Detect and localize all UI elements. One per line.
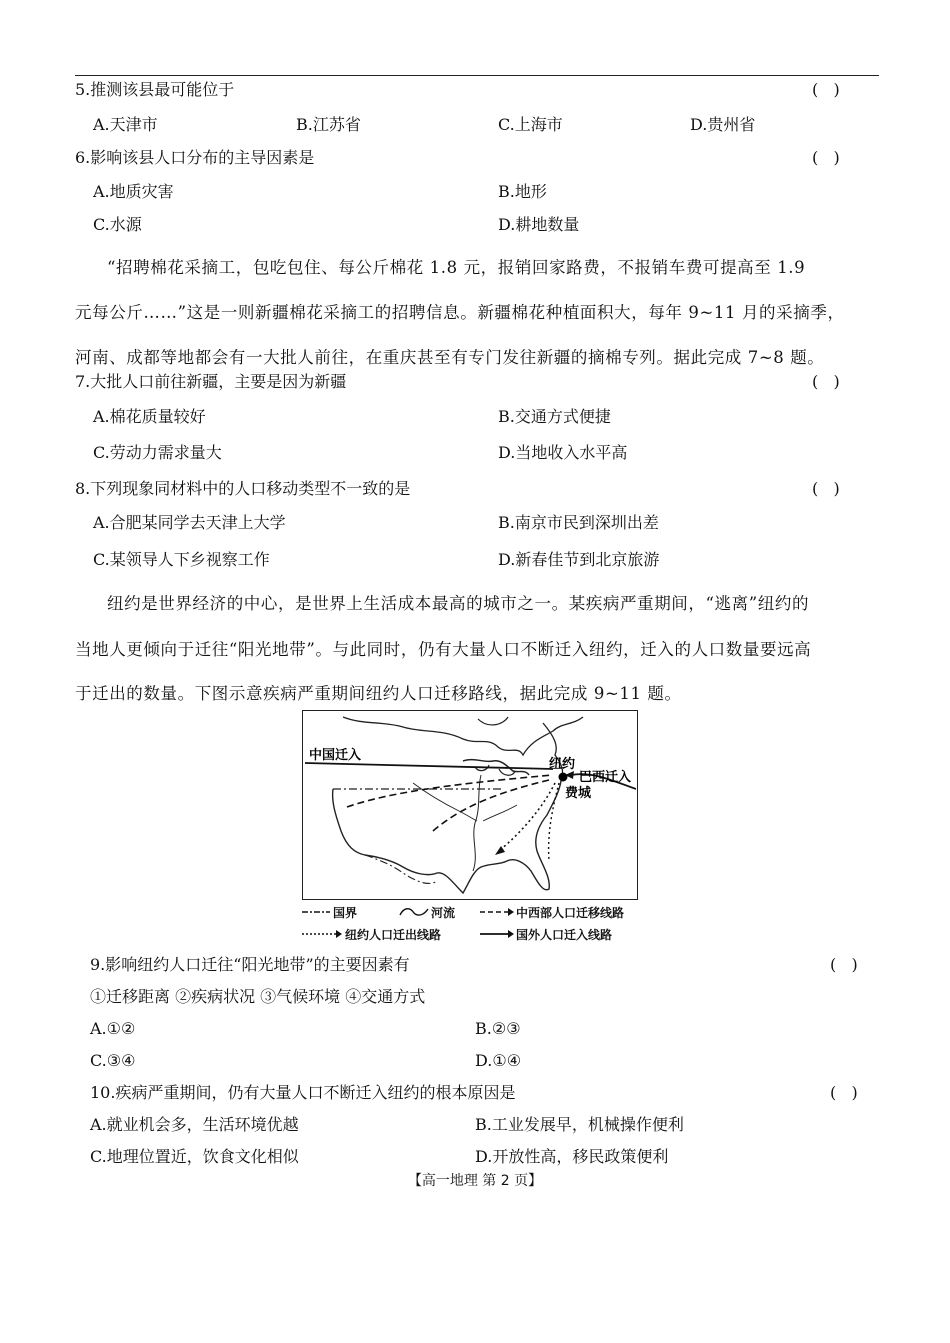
q6-option-a: A.地质灾害 <box>93 182 174 201</box>
label-brazil-inflow: 巴西迁入 <box>579 770 632 785</box>
q8-option-a: A.合肥某同学去天津上大学 <box>93 513 286 532</box>
q9-option-d: D.①④ <box>475 1051 522 1070</box>
q10-stem: 10.疾病严重期间，仍有大量人口不断迁入纽约的根本原因是 <box>90 1083 516 1102</box>
q7-answer-bracket: ( ) <box>812 372 840 391</box>
q6-option-d: D.耕地数量 <box>498 215 580 234</box>
q8-option-d: D.新春佳节到北京旅游 <box>498 550 660 569</box>
passage1-line2: 元每公斤……”这是一则新疆棉花采摘工的招聘信息。新疆棉花种植面积大，每年 9~11 月的采摘季， <box>75 303 845 322</box>
q10-answer-bracket: ( ) <box>830 1083 858 1102</box>
new-york-marker <box>559 773 568 782</box>
q5-option-d: D.贵州省 <box>690 115 756 134</box>
q9-option-c: C.③④ <box>90 1051 136 1070</box>
hudson-bay <box>478 717 508 725</box>
q7-stem: 7.大批人口前往新疆，主要是因为新疆 <box>75 372 347 391</box>
q9-option-b: B.②③ <box>475 1019 521 1038</box>
header-rule <box>75 75 879 76</box>
legend-river-symbol <box>400 909 428 915</box>
q8-stem: 8.下列现象同材料中的人口移动类型不一致的是 <box>75 479 411 498</box>
passage2-line1: 纽约是世界经济的中心，是世界上生活成本最高的城市之一。某疾病严重期间，“逃离”纽约的 <box>107 594 810 613</box>
q8-answer-bracket: ( ) <box>812 479 840 498</box>
migration-map <box>302 710 638 900</box>
q7-option-c: C.劳动力需求量大 <box>93 443 222 462</box>
ohio-river <box>483 805 517 821</box>
q5-answer-bracket: ( ) <box>812 80 840 99</box>
label-philadelphia: 费城 <box>565 786 592 801</box>
china-inflow-line <box>305 763 553 769</box>
q10-option-b: B.工业发展早，机械操作便利 <box>475 1115 684 1134</box>
q9-option-a: A.①② <box>90 1019 136 1038</box>
national-border-south <box>365 855 437 883</box>
q5-option-a: A.天津市 <box>93 115 158 134</box>
q7-option-a: A.棉花质量较好 <box>93 407 206 426</box>
passage1-line1: “招聘棉花采摘工，包吃包住、每公斤棉花 1.8 元，报销回家路费，不报销车费可提高至 1.9 <box>107 258 806 277</box>
q9-answer-bracket: ( ) <box>830 955 858 974</box>
legend-central-west-label: 中西部人口迁移线路 <box>516 906 625 920</box>
q7-option-d: D.当地收入水平高 <box>498 443 628 462</box>
central-west-route-2 <box>433 779 553 831</box>
legend-ny-out-label: 纽约人口迁出线路 <box>345 928 442 942</box>
map-drawing <box>303 711 637 899</box>
q6-stem: 6.影响该县人口分布的主导因素是 <box>75 148 315 167</box>
legend-foreign-in-label: 国外人口迁入线路 <box>516 928 613 942</box>
label-new-york: 纽约 <box>549 757 576 772</box>
q5-option-c: C.上海市 <box>498 115 563 134</box>
ny-outflow-route <box>499 783 555 851</box>
q7-option-b: B.交通方式便捷 <box>498 407 611 426</box>
q8-option-c: C.某领导人下乡视察工作 <box>93 550 270 569</box>
q6-answer-bracket: ( ) <box>812 148 840 167</box>
page-footer: 【高一地理 第 2 页】 <box>407 1173 543 1189</box>
northern-coastline <box>343 717 583 755</box>
legend-river-label: 河流 <box>431 906 456 920</box>
q10-option-c: C.地理位置近，饮食文化相似 <box>90 1147 299 1166</box>
q6-option-c: C.水源 <box>93 215 142 234</box>
label-china-inflow: 中国迁入 <box>309 748 362 763</box>
passage2-line3: 于迁出的数量。下图示意疾病严重期间纽约人口迁移路线，据此完成 9~11 题。 <box>75 684 682 703</box>
q5-option-b: B.江苏省 <box>296 115 361 134</box>
q9-factors: ①迁移距离 ②疾病状况 ③气候环境 ④交通方式 <box>90 987 426 1006</box>
passage2-line2: 当地人更倾向于迁往“阳光地带”。与此同时，仍有大量人口不断迁入纽约，迁入的人口数量要远高 <box>75 640 812 659</box>
us-outline <box>333 781 561 893</box>
passage1-line3: 河南、成都等地都会有一大批人前往，在重庆甚至有专门发往新疆的摘棉专列。据此完成 7~8 题。 <box>75 348 825 367</box>
q5-stem: 5.推测该县最可能位于 <box>75 80 235 99</box>
legend-border-label: 国界 <box>333 906 358 920</box>
q9-stem: 9.影响纽约人口迁往“阳光地带”的主要因素有 <box>90 955 410 974</box>
q6-option-b: B.地形 <box>498 182 547 201</box>
q10-option-a: A.就业机会多，生活环境优越 <box>90 1115 299 1134</box>
q10-option-d: D.开放性高，移民政策便利 <box>475 1147 669 1166</box>
central-west-route-1 <box>347 775 553 807</box>
q8-option-b: B.南京市民到深圳出差 <box>498 513 659 532</box>
